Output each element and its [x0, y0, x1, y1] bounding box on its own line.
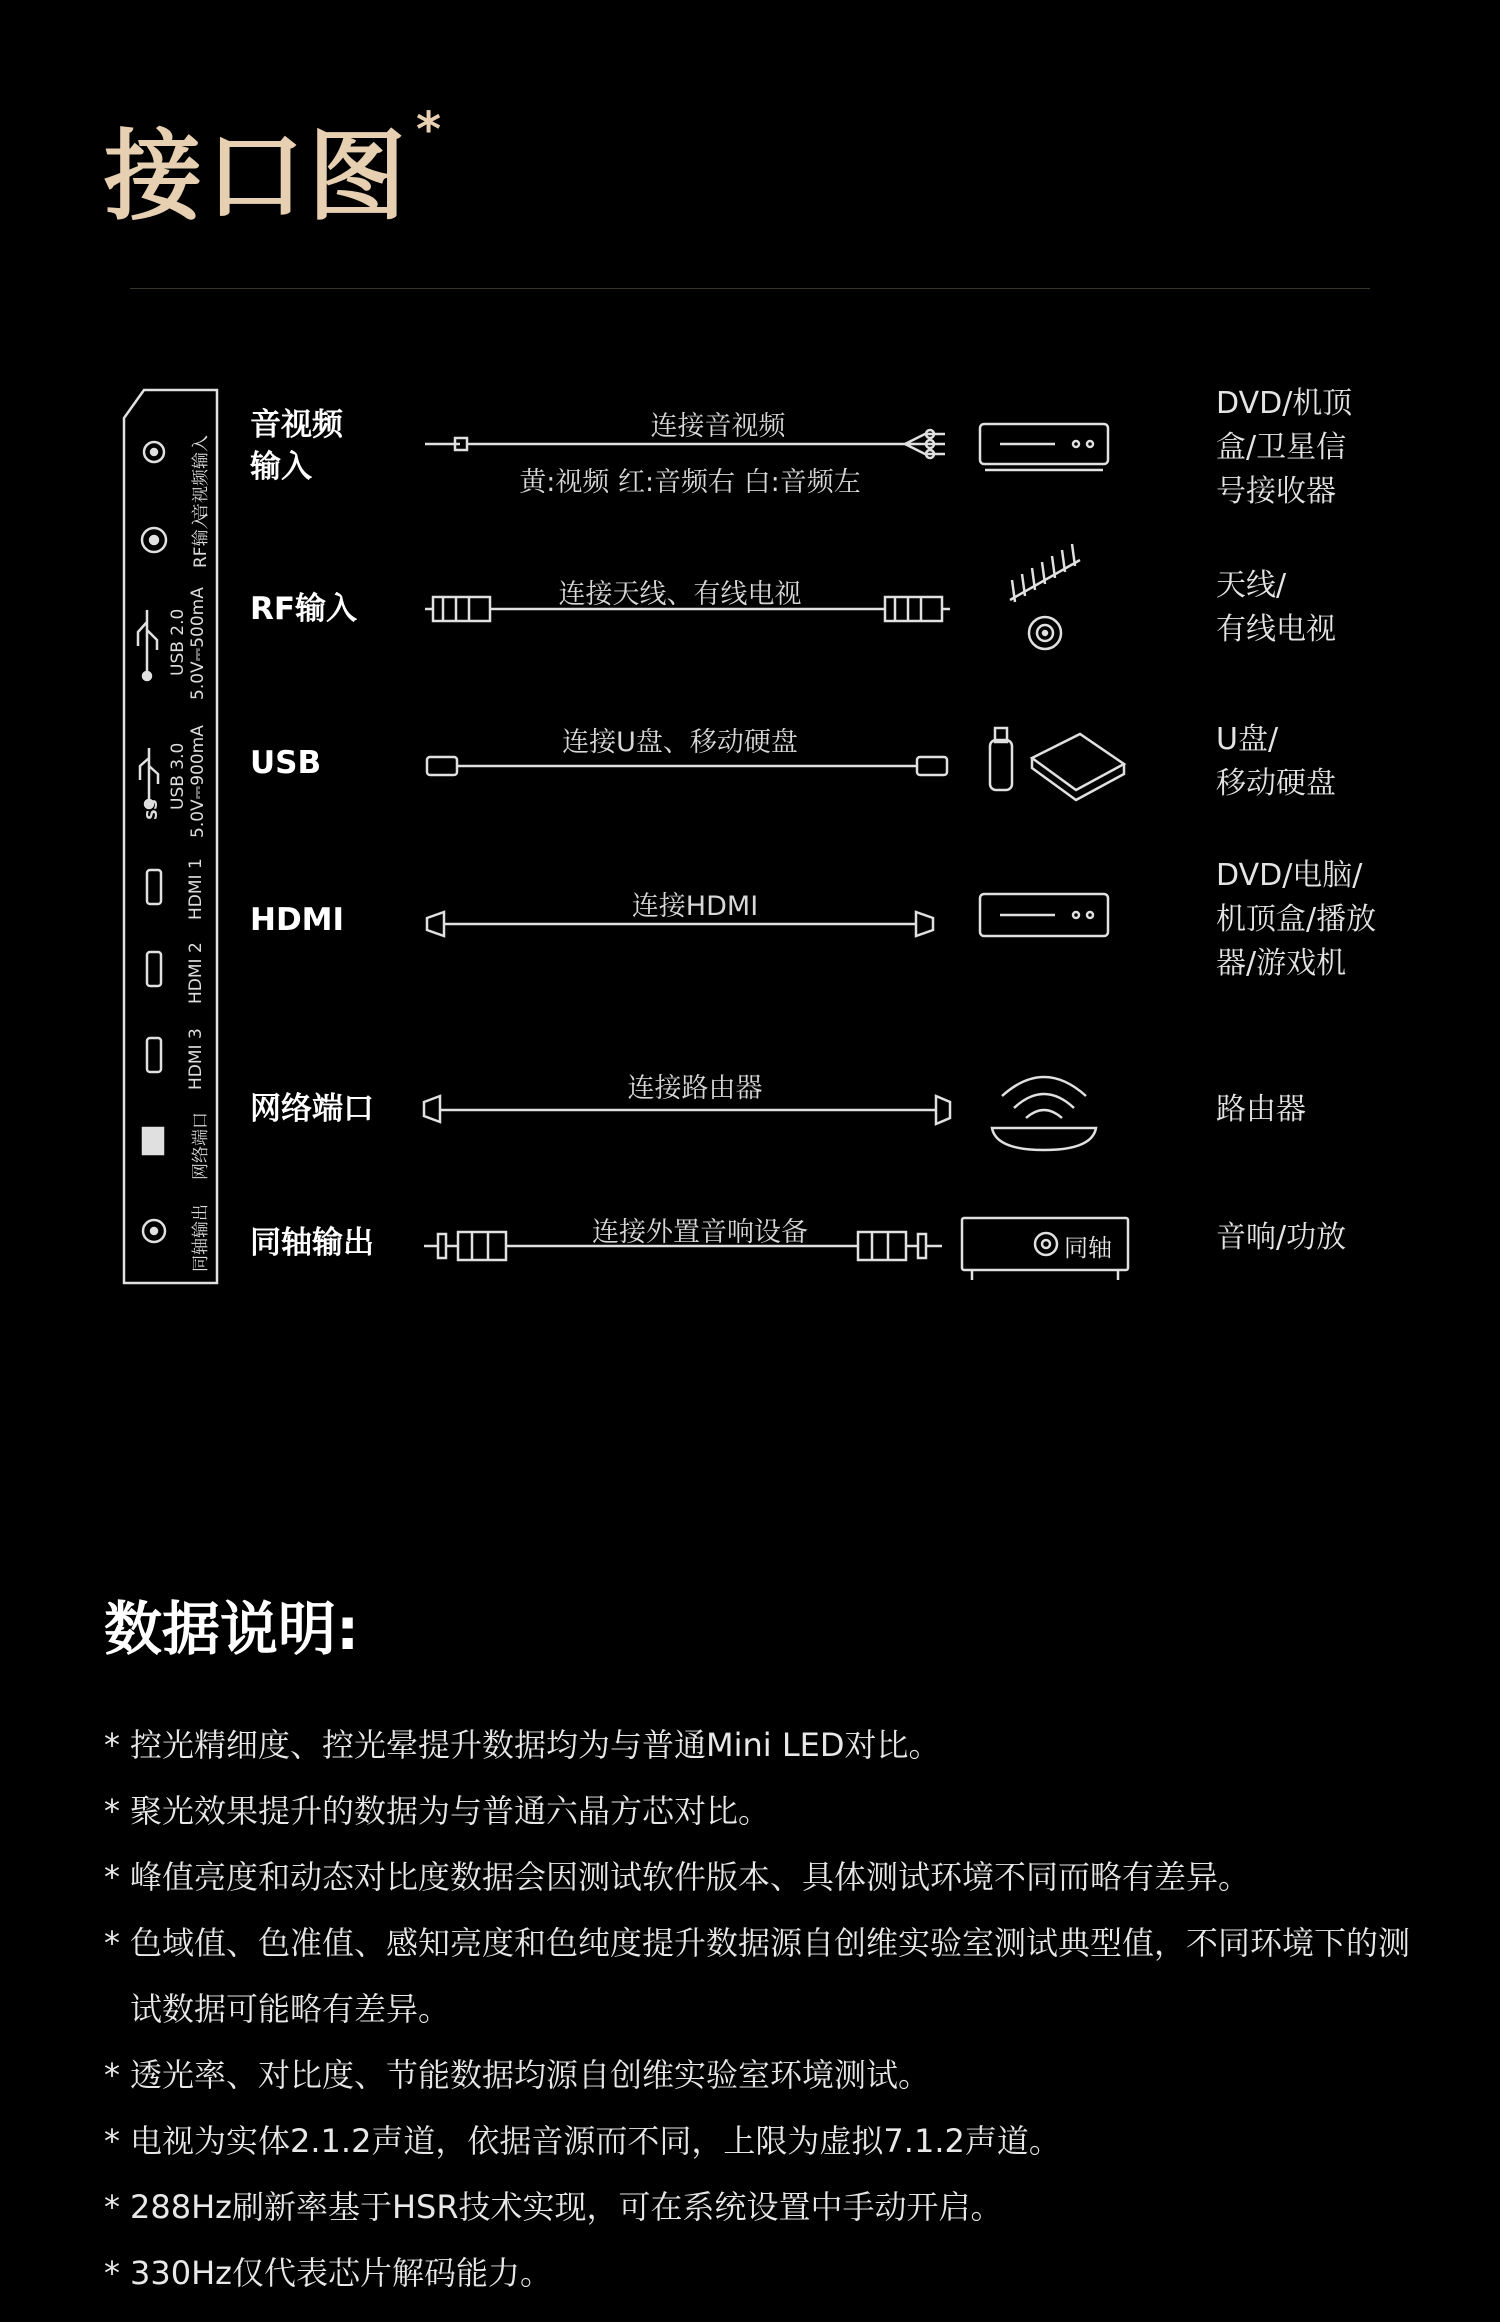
usb3-port-icon — [140, 748, 161, 820]
coax-port-icon — [143, 1220, 165, 1242]
cable-caption-coax: 连接外置音响设备 — [592, 1217, 808, 1248]
panel-label-av: 音视频输入 — [191, 435, 211, 520]
device-desc-av: DVD/机顶 盒/卫星信 号接收器 — [1216, 386, 1353, 509]
cable-caption-rf: 连接天线、有线电视 — [558, 579, 802, 610]
hdmi3-port-icon — [147, 1038, 161, 1072]
note-item: * 330Hz仅代表芯片解码能力。 — [104, 2240, 1424, 2306]
rf-port-icon — [142, 528, 166, 552]
av-port-icon — [144, 442, 164, 462]
note-item: * 透光率、对比度、节能数据均源自创维实验室环境测试。 — [104, 2042, 1424, 2108]
panel-label-usb2-power: 5.0V⎓500mA — [188, 587, 208, 700]
title-asterisk: * — [416, 102, 446, 159]
note-item: * 电视为实体2.1.2声道，依据音源而不同，上限为虚拟7.1.2声道。 — [104, 2108, 1424, 2174]
panel-label-rf: RF输入 — [191, 512, 211, 568]
port-label-net: 网络端口 — [250, 1091, 374, 1127]
usb-cable — [427, 757, 947, 775]
note-item: * 色域值、色准值、感知亮度和色纯度提升数据源自创维实验室测试典型值，不同环境下的测试数据可能略有差异。 — [104, 1910, 1424, 2042]
panel-label-hdmi2: HDMI 2 — [186, 942, 206, 1004]
port-label-usb: USB — [250, 745, 322, 781]
ethernet-port-icon — [143, 1128, 163, 1154]
cable-caption-hdmi: 连接HDMI — [631, 891, 759, 922]
set-top-box-icon — [980, 424, 1108, 470]
router-icon — [992, 1077, 1096, 1150]
panel-label-usb2-name: USB 2.0 — [168, 608, 188, 676]
svg-text:SS: SS — [143, 799, 161, 820]
port-label-av: 音视频 输入 — [250, 407, 343, 485]
device-desc-usb: U盘/ 移动硬盘 — [1216, 722, 1336, 801]
antenna-icon — [1010, 544, 1080, 649]
port-label-hdmi: HDMI — [250, 902, 345, 938]
page-title: 接口图 * — [104, 102, 446, 234]
panel-label-hdmi3: HDMI 3 — [186, 1028, 206, 1090]
panel-label-coax: 同轴输出 — [191, 1204, 211, 1272]
port-label-coax: 同轴输出 — [250, 1225, 374, 1261]
cable-caption-net: 连接路由器 — [627, 1073, 763, 1104]
amplifier-label: 同轴 — [1064, 1234, 1112, 1262]
device-desc-hdmi: DVD/电脑/ 机顶盒/播放 器/游戏机 — [1216, 858, 1377, 981]
device-desc-rf: 天线/ 有线电视 — [1216, 568, 1336, 647]
media-player-icon — [980, 894, 1108, 936]
device-desc-net: 路由器 — [1216, 1092, 1306, 1127]
note-item: * 控光精细度、控光晕提升数据均为与普通Mini LED对比。 — [104, 1712, 1424, 1778]
panel-label-usb3-name: USB 3.0 — [168, 742, 188, 810]
note-item: * 峰值亮度和动态对比度数据会因测试软件版本、具体测试环境不同而略有差异。 — [104, 1844, 1424, 1910]
hdmi1-port-icon — [147, 870, 161, 904]
note-item: * 288Hz刷新率基于HSR技术实现，可在系统设置中手动开启。 — [104, 2174, 1424, 2240]
panel-label-hdmi1: HDMI 1 — [186, 858, 206, 920]
notes-title: 数据说明: — [104, 1595, 360, 1663]
panel-label-usb3-power: 5.0V⎓900mA — [188, 725, 208, 838]
panel-label-net: 网络端口 — [191, 1112, 211, 1180]
note-item: * 聚光效果提升的数据为与普通六晶方芯对比。 — [104, 1778, 1424, 1844]
device-desc-coax: 音响/功放 — [1216, 1220, 1347, 1255]
usb-drive-icon — [990, 728, 1124, 800]
port-label-rf: RF输入 — [250, 591, 358, 627]
cable-caption-av: 连接音视频 — [650, 411, 786, 442]
cable-caption-usb: 连接U盘、移动硬盘 — [562, 727, 798, 758]
usb2-port-icon — [138, 610, 157, 680]
cable-subcaption-av: 黄:视频 红:音频右 白:音频左 — [519, 467, 861, 498]
notes-list — [104, 1712, 1424, 2306]
hdmi2-port-icon — [147, 952, 161, 986]
